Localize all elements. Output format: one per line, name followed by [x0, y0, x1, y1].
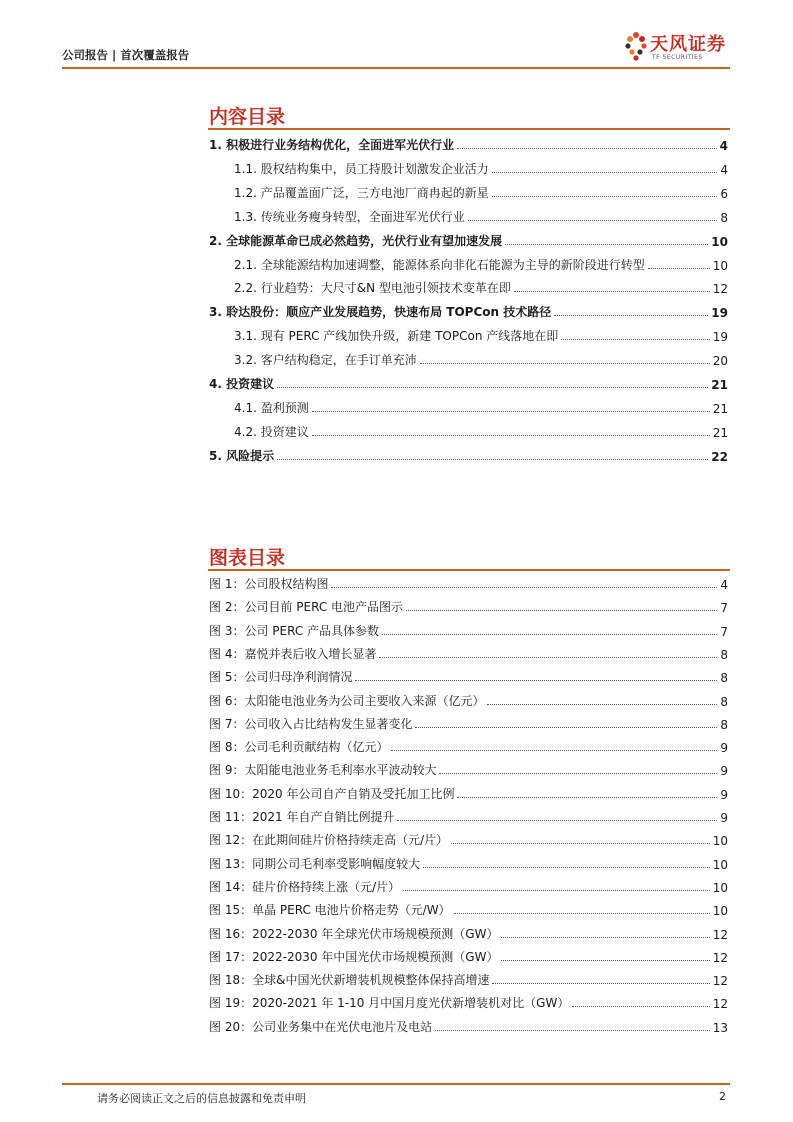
dot-leader	[648, 268, 710, 269]
logo-english-name: TF SECURITIES	[652, 54, 703, 61]
figure-entry[interactable]	[209, 758, 728, 778]
entry-page-number: 12	[712, 927, 728, 942]
toc-entry[interactable]	[234, 324, 728, 344]
figure-entry[interactable]	[209, 595, 728, 615]
entry-page-number: 8	[720, 717, 728, 732]
tf-securities-logo	[622, 25, 737, 65]
dot-leader	[457, 148, 717, 149]
dot-leader	[423, 867, 710, 868]
entry-page-number: 21	[712, 401, 728, 416]
figure-entry[interactable]	[209, 782, 728, 802]
footer-divider	[62, 1083, 730, 1085]
entry-page-number: 19	[712, 330, 728, 345]
dot-leader	[277, 459, 708, 460]
toc-entry[interactable]	[209, 300, 728, 320]
dot-leader	[468, 220, 718, 221]
entry-page-number: 12	[712, 997, 728, 1012]
dot-leader	[382, 634, 717, 635]
dot-leader	[331, 587, 717, 588]
dot-leader	[420, 363, 710, 364]
figure-entry[interactable]	[209, 968, 728, 988]
figure-entry[interactable]	[209, 689, 728, 709]
dot-leader	[312, 435, 710, 436]
dot-leader	[312, 411, 710, 412]
dot-leader	[451, 843, 710, 844]
entry-label: 1. 积极进行业务结构优化，全面进军光伏行业	[209, 138, 455, 152]
entry-page-number: 10	[712, 904, 728, 919]
entry-label: 图 11：2021 年自产自销比例提升	[209, 810, 395, 824]
entry-label: 3. 聆达股份：顺应产业发展趋势，快速布局 TOPCon 技术路径	[209, 305, 552, 320]
entry-page-number: 4	[720, 162, 728, 177]
entry-page-number: 19	[711, 306, 728, 321]
entry-label: 1.1. 股权结构集中，员工持股计划激发企业活力	[234, 161, 489, 176]
toc-entry[interactable]	[234, 157, 728, 177]
entry-page-number: 8	[720, 694, 728, 709]
figure-entry[interactable]	[209, 828, 728, 848]
entry-page-number: 12	[712, 282, 728, 297]
figures-title-rule	[208, 569, 730, 571]
entry-page-number: 10	[712, 857, 728, 872]
entry-page-number: 6	[720, 186, 728, 201]
entry-label: 图 16：2022-2030 年全球光伏市场规模预测（GW）	[209, 926, 499, 941]
entry-label: 图 3：公司 PERC 产品具体参数	[209, 623, 380, 638]
toc-entry[interactable]	[234, 205, 728, 225]
dot-leader	[406, 610, 717, 611]
figure-entry[interactable]	[209, 572, 728, 592]
contents-title-rule	[208, 128, 730, 130]
entry-page-number: 10	[711, 234, 728, 249]
entry-page-number: 12	[712, 950, 728, 965]
entry-label: 图 14：硅片价格持续上涨（元/片）	[209, 879, 401, 894]
entry-page-number: 21	[711, 378, 728, 392]
toc-entry[interactable]	[234, 348, 728, 368]
toc-entry[interactable]	[234, 181, 728, 201]
entry-label: 1.2. 产品覆盖面广泛，三方电池厂商冉起的新星	[234, 185, 489, 200]
toc-entry[interactable]	[209, 372, 728, 392]
dot-leader	[501, 960, 709, 961]
figure-entry[interactable]	[209, 852, 728, 872]
entry-page-number: 12	[712, 974, 728, 989]
figures-title: 图表目录	[209, 547, 286, 569]
dot-leader	[561, 339, 709, 340]
entry-label: 3.2. 客户结构稳定，在手订单充沛	[234, 353, 417, 368]
entry-page-number: 20	[712, 354, 728, 369]
entry-label: 图 6：太阳能电池业务为公司主要收入来源（亿元）	[209, 693, 485, 708]
entry-label: 图 19：2020-2021 年 1-10 月中国月度光伏新增装机对比（GW）	[209, 996, 570, 1011]
entry-label: 图 8：公司毛利贡献结构（亿元）	[209, 740, 389, 755]
entry-label: 4. 投资建议	[209, 377, 275, 391]
figure-entry[interactable]	[209, 1015, 728, 1035]
entry-page-number: 9	[720, 764, 728, 779]
entry-label: 图 10：2020 年公司自产自销及受托加工比例	[209, 786, 455, 801]
dot-leader	[391, 750, 717, 751]
entry-page-number: 22	[711, 449, 728, 464]
entry-label: 图 9：太阳能电池业务毛利率水平波动较大	[209, 763, 437, 778]
dot-leader	[277, 387, 708, 388]
entry-label: 图 15：单晶 PERC 电池片价格走势（元/W）	[209, 903, 451, 918]
entry-page-number: 8	[720, 210, 728, 225]
dot-leader	[505, 244, 708, 245]
entry-page-number: 8	[720, 671, 728, 686]
dot-leader	[492, 172, 718, 173]
entry-label: 2.2. 行业趋势：大尺寸&N 型电池引领技术变革在即	[234, 281, 511, 296]
dot-leader	[355, 680, 717, 681]
toc-entry[interactable]	[234, 253, 728, 273]
entry-page-number: 4	[720, 578, 728, 592]
dot-leader	[501, 937, 709, 938]
entry-label: 图 2：公司目前 PERC 电池产品图示	[209, 600, 404, 615]
figure-entry[interactable]	[209, 619, 728, 639]
entry-label: 图 17：2022-2030 年中国光伏市场规模预测（GW）	[209, 949, 499, 964]
figure-entry[interactable]	[209, 735, 728, 755]
entry-label: 1.3. 传统业务瘦身转型，全面进军光伏行业	[234, 209, 465, 224]
figure-entry[interactable]	[209, 805, 728, 825]
entry-page-number: 10	[712, 834, 728, 849]
dot-leader	[572, 1006, 709, 1007]
figure-entry[interactable]	[209, 991, 728, 1011]
entry-page-number: 7	[720, 601, 728, 616]
entry-page-number: 8	[720, 647, 728, 662]
contents-title: 内容目录	[209, 106, 286, 128]
entry-page-number: 4	[719, 139, 728, 153]
entry-label: 2. 全球能源革命已成必然趋势，光伏行业有望加速发展	[209, 233, 503, 248]
entry-page-number: 7	[720, 624, 728, 639]
dot-leader	[492, 983, 709, 984]
dot-leader	[397, 820, 717, 821]
toc-entry[interactable]	[234, 396, 728, 416]
entry-label: 图 1：公司股权结构图	[209, 577, 329, 591]
entry-label: 4.2. 投资建议	[234, 424, 309, 439]
toc-entry[interactable]	[209, 444, 728, 464]
entry-label: 4.1. 盈利预测	[234, 400, 309, 415]
disclaimer-notice: 请务必阅读正文之后的信息披露和免责申明	[97, 1092, 306, 1105]
entry-label: 3.1. 现有 PERC 产线加快升级，新建 TOPCon 产线落地在即	[234, 329, 559, 344]
entry-page-number: 10	[712, 880, 728, 895]
figure-entry[interactable]	[209, 665, 728, 685]
entry-page-number: 10	[712, 258, 728, 273]
entry-label: 2.1. 全球能源结构加速调整，能源体系向非化石能源为主导的新阶段进行转型	[234, 257, 645, 272]
logo-chinese-name: 天风证券	[650, 34, 726, 55]
dot-leader	[435, 1030, 710, 1031]
entry-label: 图 4：嘉悦并表后收入增长显著	[209, 646, 377, 661]
dot-leader	[487, 704, 717, 705]
entry-page-number: 21	[712, 425, 728, 440]
entry-label: 5. 风险提示	[209, 448, 275, 463]
dot-leader	[454, 913, 710, 914]
figure-entry[interactable]	[209, 945, 728, 965]
entry-page-number: 13	[712, 1020, 728, 1035]
header-divider	[62, 67, 730, 69]
figure-entry[interactable]	[209, 642, 728, 662]
page-number: 2	[719, 1090, 726, 1103]
entry-label: 图 13：同期公司毛利率受影响幅度较大	[209, 856, 421, 871]
dot-leader	[403, 890, 710, 891]
toc-entry[interactable]	[209, 229, 728, 249]
dot-leader	[379, 657, 717, 658]
figure-entry[interactable]	[209, 712, 728, 732]
entry-page-number: 9	[720, 741, 728, 756]
entry-label: 图 5：公司归母净利润情况	[209, 670, 353, 685]
flower-logo-icon	[622, 27, 650, 63]
report-type-label: 公司报告 | 首次覆盖报告	[62, 48, 190, 62]
dot-leader	[457, 797, 717, 798]
figure-entry[interactable]	[209, 898, 728, 918]
dot-leader	[415, 727, 717, 728]
entry-label: 图 20：公司业务集中在光伏电池片及电站	[209, 1019, 433, 1034]
figure-entry[interactable]	[209, 922, 728, 942]
figure-entry[interactable]	[209, 875, 728, 895]
dot-leader	[492, 196, 718, 197]
entry-label: 图 7：公司收入占比结构发生显著变化	[209, 716, 413, 731]
dot-leader	[554, 315, 708, 316]
dot-leader	[514, 291, 710, 292]
entry-label: 图 18：全球&中国光伏新增装机规模整体保持高增速	[209, 973, 490, 988]
toc-entry[interactable]	[234, 420, 728, 440]
toc-entry[interactable]	[209, 133, 728, 153]
entry-page-number: 9	[720, 787, 728, 802]
entry-page-number: 9	[720, 811, 728, 825]
dot-leader	[439, 773, 717, 774]
toc-entry[interactable]	[234, 276, 728, 296]
entry-label: 图 12：在此期间硅片价格持续走高（元/片）	[209, 833, 449, 848]
